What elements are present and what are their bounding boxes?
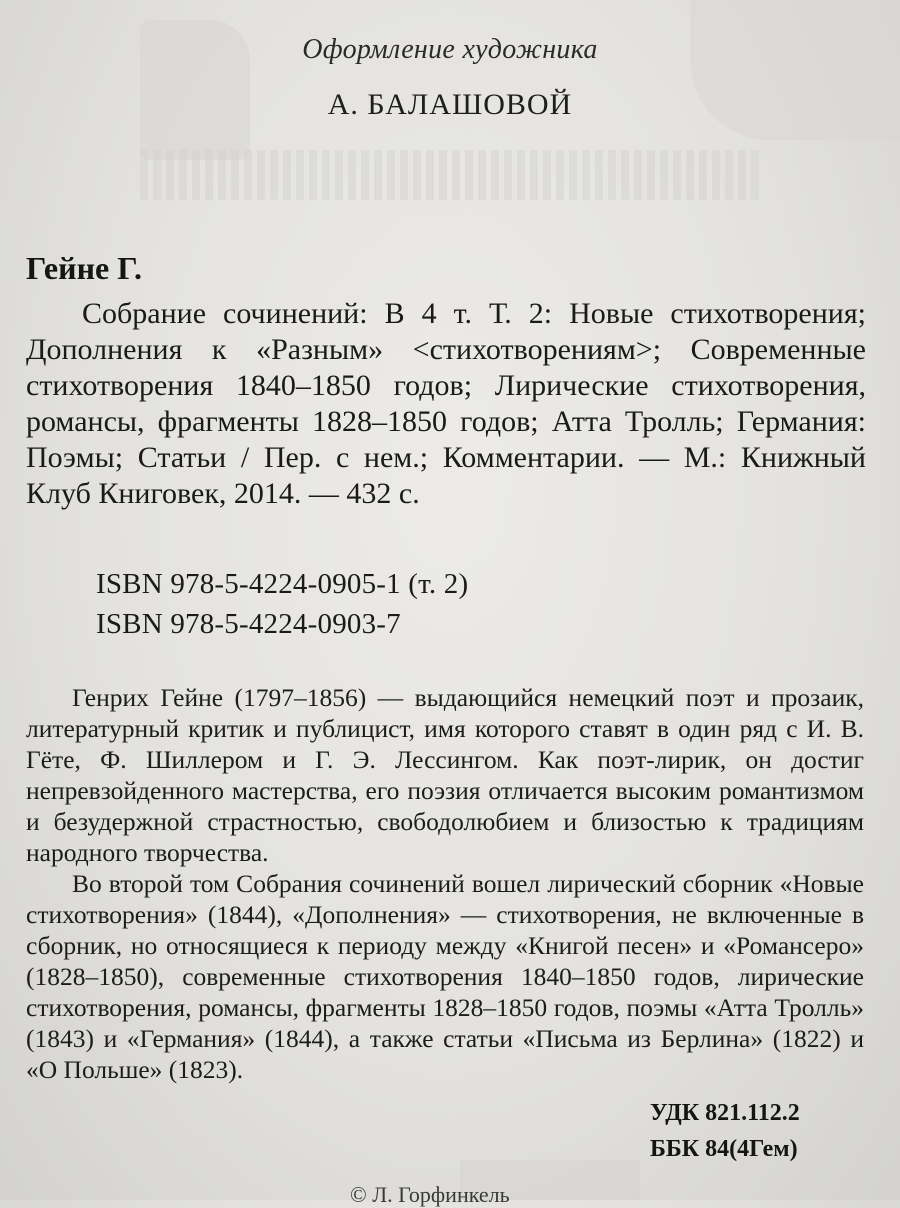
annotation-paragraph: Генрих Гейне (1797–1856) — выдающийся немецкий поэт и прозаик, литературный критик и публицист, имя которого ставят в один ряд с И. В. Гёте, Ф. Шиллером и Г. Э. Лессингом. Как поэт-лирик, он достиг непревзойденного мастерства, его поэзия отличается высоким романтизмом и безудержной страстностью, свободолюбием и близостью к традициям народного творчества. bbox=[26, 683, 864, 867]
isbn-set: ISBN 978-5-4224-0903-7 bbox=[96, 608, 401, 640]
designer-credit-line: Оформление художника bbox=[302, 34, 598, 65]
bibliographic-description: Собрание сочинений: В 4 т. Т. 2: Новые стихотворения; Дополнения к «Разным» <стихотворениям>; Современные стихотворения 1840–1850 годов; Лирические стихотворения, романсы, фрагменты 1828–1850 годов; Атта Тролль; Германия: Поэмы; Статьи / Пер. с нем.; Комментарии. — М.: Книжный Клуб Книговек, 2014. — 432 с. bbox=[26, 297, 866, 510]
isbn-volume: ISBN 978-5-4224-0905-1 (т. 2) bbox=[96, 568, 469, 600]
annotation-paragraph: Во второй том Собрания сочинений вошел лирический сборник «Новые стихотворения» (1844), «Дополнения» — стихотворения, не включенные в сборник, но относящиеся к периоду между «Книгой песен» и «Романсеро» (1828–1850), современные стихотворения 1840–1850 годов, лирические стихотворения, романсы, фрагменты 1828–1850 годов, поэмы «Атта Тролль» (1843) и «Германия» (1844), а также статьи «Письма из Берлина» (1822) и «О Польше» (1823). bbox=[26, 869, 864, 1084]
udk-code: УДК 821.112.2 bbox=[650, 1100, 800, 1126]
copyright-line: © Л. Горфинкель bbox=[350, 1182, 510, 1207]
artist-name: А. БАЛАШОВОЙ bbox=[327, 88, 573, 121]
show-through-shape bbox=[140, 150, 760, 200]
bbk-code: ББК 84(4Гем) bbox=[650, 1136, 798, 1162]
author-heading: Гейне Г. bbox=[26, 250, 142, 286]
